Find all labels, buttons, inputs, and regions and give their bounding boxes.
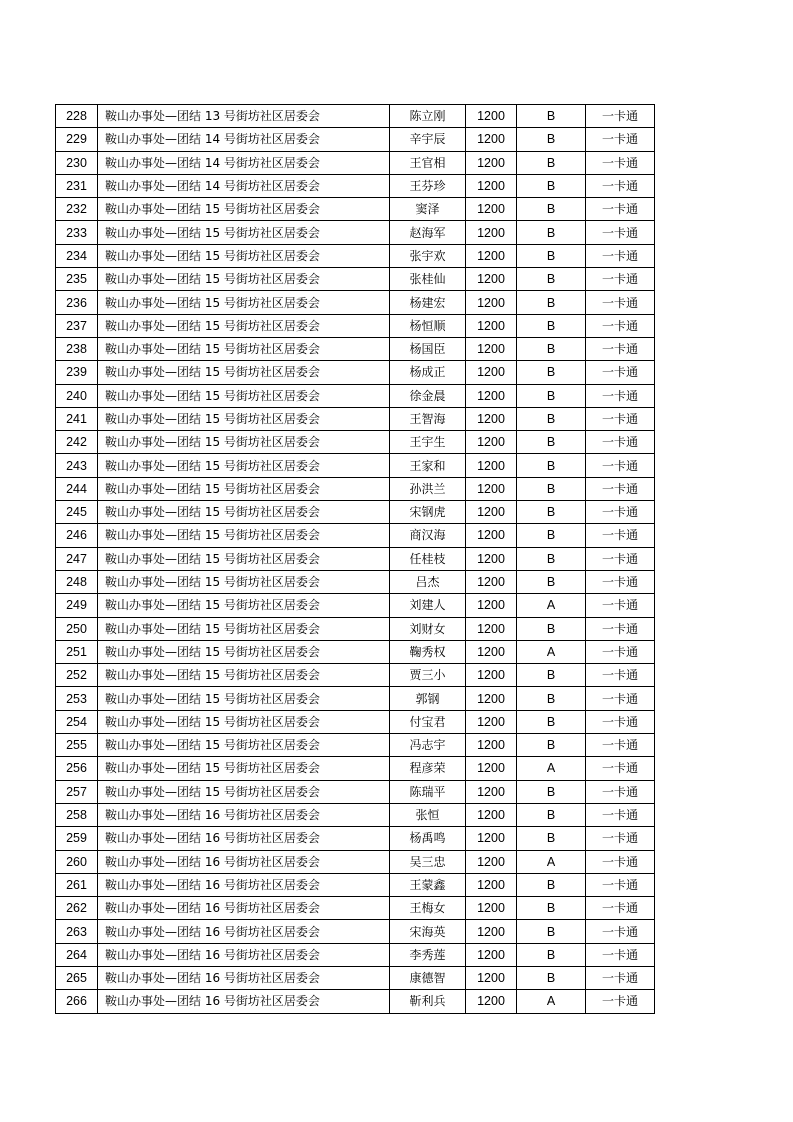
row-number-cell: 238	[56, 337, 98, 360]
row-number-cell: 257	[56, 780, 98, 803]
row-number-cell: 249	[56, 594, 98, 617]
level-cell: B	[517, 361, 586, 384]
unit-cell: 鞍山办事处—团结 15 号街坊社区居委会	[98, 547, 390, 570]
level-cell: B	[517, 407, 586, 430]
row-number-cell: 259	[56, 827, 98, 850]
row-number-cell: 230	[56, 151, 98, 174]
payment-method-cell: 一卡通	[586, 687, 655, 710]
unit-cell: 鞍山办事处—团结 15 号街坊社区居委会	[98, 198, 390, 221]
level-cell: A	[517, 990, 586, 1013]
name-cell: 吴三忠	[390, 850, 466, 873]
unit-cell: 鞍山办事处—团结 15 号街坊社区居委会	[98, 617, 390, 640]
name-cell: 王蒙鑫	[390, 873, 466, 896]
subsidy-table	[55, 104, 655, 1014]
amount-cell: 1200	[466, 897, 517, 920]
table-row	[56, 454, 655, 477]
unit-cell: 鞍山办事处—团结 15 号街坊社区居委会	[98, 757, 390, 780]
amount-cell: 1200	[466, 547, 517, 570]
amount-cell: 1200	[466, 524, 517, 547]
table-row	[56, 501, 655, 524]
unit-cell: 鞍山办事处—团结 15 号街坊社区居委会	[98, 734, 390, 757]
payment-method-cell: 一卡通	[586, 943, 655, 966]
name-cell: 张桂仙	[390, 268, 466, 291]
payment-method-cell: 一卡通	[586, 361, 655, 384]
amount-cell: 1200	[466, 501, 517, 524]
payment-method-cell: 一卡通	[586, 710, 655, 733]
table-row	[56, 128, 655, 151]
unit-cell: 鞍山办事处—团结 16 号街坊社区居委会	[98, 850, 390, 873]
unit-cell: 鞍山办事处—团结 14 号街坊社区居委会	[98, 174, 390, 197]
unit-cell: 鞍山办事处—团结 15 号街坊社区居委会	[98, 570, 390, 593]
table-row	[56, 873, 655, 896]
row-number-cell: 263	[56, 920, 98, 943]
level-cell: B	[517, 873, 586, 896]
row-number-cell: 244	[56, 477, 98, 500]
payment-method-cell: 一卡通	[586, 594, 655, 617]
name-cell: 郭钢	[390, 687, 466, 710]
level-cell: B	[517, 664, 586, 687]
row-number-cell: 258	[56, 803, 98, 826]
row-number-cell: 239	[56, 361, 98, 384]
level-cell: B	[517, 617, 586, 640]
name-cell: 杨禹鸣	[390, 827, 466, 850]
table-row	[56, 594, 655, 617]
level-cell: B	[517, 221, 586, 244]
name-cell: 杨国臣	[390, 337, 466, 360]
amount-cell: 1200	[466, 827, 517, 850]
table-row	[56, 198, 655, 221]
level-cell: B	[517, 803, 586, 826]
payment-method-cell: 一卡通	[586, 827, 655, 850]
payment-method-cell: 一卡通	[586, 174, 655, 197]
unit-cell: 鞍山办事处—团结 15 号街坊社区居委会	[98, 501, 390, 524]
unit-cell: 鞍山办事处—团结 15 号街坊社区居委会	[98, 314, 390, 337]
payment-method-cell: 一卡通	[586, 664, 655, 687]
level-cell: B	[517, 105, 586, 128]
amount-cell: 1200	[466, 664, 517, 687]
name-cell: 王智海	[390, 407, 466, 430]
amount-cell: 1200	[466, 384, 517, 407]
name-cell: 李秀莲	[390, 943, 466, 966]
row-number-cell: 256	[56, 757, 98, 780]
amount-cell: 1200	[466, 757, 517, 780]
unit-cell: 鞍山办事处—团结 16 号街坊社区居委会	[98, 920, 390, 943]
table-row	[56, 687, 655, 710]
table-row	[56, 524, 655, 547]
payment-method-cell: 一卡通	[586, 966, 655, 989]
table-row	[56, 710, 655, 733]
payment-method-cell: 一卡通	[586, 454, 655, 477]
level-cell: B	[517, 477, 586, 500]
payment-method-cell: 一卡通	[586, 314, 655, 337]
name-cell: 刘财女	[390, 617, 466, 640]
table-row	[56, 174, 655, 197]
unit-cell: 鞍山办事处—团结 15 号街坊社区居委会	[98, 524, 390, 547]
row-number-cell: 266	[56, 990, 98, 1013]
payment-method-cell: 一卡通	[586, 128, 655, 151]
payment-method-cell: 一卡通	[586, 803, 655, 826]
unit-cell: 鞍山办事处—团结 15 号街坊社区居委会	[98, 687, 390, 710]
unit-cell: 鞍山办事处—团结 16 号街坊社区居委会	[98, 827, 390, 850]
table-row	[56, 850, 655, 873]
row-number-cell: 232	[56, 198, 98, 221]
unit-cell: 鞍山办事处—团结 15 号街坊社区居委会	[98, 337, 390, 360]
name-cell: 康德智	[390, 966, 466, 989]
table-row	[56, 640, 655, 663]
name-cell: 杨成正	[390, 361, 466, 384]
level-cell: B	[517, 244, 586, 267]
name-cell: 徐金晨	[390, 384, 466, 407]
row-number-cell: 261	[56, 873, 98, 896]
name-cell: 王芬珍	[390, 174, 466, 197]
name-cell: 商汉海	[390, 524, 466, 547]
amount-cell: 1200	[466, 570, 517, 593]
level-cell: B	[517, 314, 586, 337]
unit-cell: 鞍山办事处—团结 13 号街坊社区居委会	[98, 105, 390, 128]
table-row	[56, 431, 655, 454]
row-number-cell: 264	[56, 943, 98, 966]
row-number-cell: 229	[56, 128, 98, 151]
level-cell: B	[517, 780, 586, 803]
row-number-cell: 251	[56, 640, 98, 663]
level-cell: A	[517, 640, 586, 663]
amount-cell: 1200	[466, 873, 517, 896]
level-cell: A	[517, 757, 586, 780]
table-row	[56, 221, 655, 244]
payment-method-cell: 一卡通	[586, 431, 655, 454]
unit-cell: 鞍山办事处—团结 15 号街坊社区居委会	[98, 780, 390, 803]
payment-method-cell: 一卡通	[586, 501, 655, 524]
amount-cell: 1200	[466, 734, 517, 757]
unit-cell: 鞍山办事处—团结 16 号街坊社区居委会	[98, 873, 390, 896]
payment-method-cell: 一卡通	[586, 920, 655, 943]
name-cell: 程彦荣	[390, 757, 466, 780]
unit-cell: 鞍山办事处—团结 15 号街坊社区居委会	[98, 361, 390, 384]
payment-method-cell: 一卡通	[586, 244, 655, 267]
name-cell: 陈瑞平	[390, 780, 466, 803]
unit-cell: 鞍山办事处—团结 16 号街坊社区居委会	[98, 803, 390, 826]
table-row	[56, 244, 655, 267]
amount-cell: 1200	[466, 291, 517, 314]
payment-method-cell: 一卡通	[586, 873, 655, 896]
table-row	[56, 291, 655, 314]
row-number-cell: 243	[56, 454, 98, 477]
level-cell: B	[517, 966, 586, 989]
row-number-cell: 262	[56, 897, 98, 920]
name-cell: 孙洪兰	[390, 477, 466, 500]
table-row	[56, 337, 655, 360]
payment-method-cell: 一卡通	[586, 524, 655, 547]
level-cell: B	[517, 524, 586, 547]
unit-cell: 鞍山办事处—团结 15 号街坊社区居委会	[98, 454, 390, 477]
amount-cell: 1200	[466, 477, 517, 500]
level-cell: B	[517, 268, 586, 291]
name-cell: 宋海英	[390, 920, 466, 943]
row-number-cell: 237	[56, 314, 98, 337]
unit-cell: 鞍山办事处—团结 15 号街坊社区居委会	[98, 664, 390, 687]
row-number-cell: 252	[56, 664, 98, 687]
payment-method-cell: 一卡通	[586, 780, 655, 803]
table-row	[56, 943, 655, 966]
level-cell: B	[517, 431, 586, 454]
amount-cell: 1200	[466, 943, 517, 966]
table-row	[56, 617, 655, 640]
table-row	[56, 920, 655, 943]
amount-cell: 1200	[466, 617, 517, 640]
level-cell: B	[517, 943, 586, 966]
name-cell: 赵海军	[390, 221, 466, 244]
row-number-cell: 231	[56, 174, 98, 197]
table-row	[56, 314, 655, 337]
row-number-cell: 233	[56, 221, 98, 244]
name-cell: 任桂枝	[390, 547, 466, 570]
name-cell: 陈立刚	[390, 105, 466, 128]
row-number-cell: 242	[56, 431, 98, 454]
name-cell: 宋钢虎	[390, 501, 466, 524]
level-cell: B	[517, 174, 586, 197]
row-number-cell: 265	[56, 966, 98, 989]
unit-cell: 鞍山办事处—团结 15 号街坊社区居委会	[98, 710, 390, 733]
name-cell: 冯志宇	[390, 734, 466, 757]
payment-method-cell: 一卡通	[586, 850, 655, 873]
amount-cell: 1200	[466, 268, 517, 291]
unit-cell: 鞍山办事处—团结 15 号街坊社区居委会	[98, 244, 390, 267]
amount-cell: 1200	[466, 710, 517, 733]
level-cell: B	[517, 734, 586, 757]
table-row	[56, 105, 655, 128]
payment-method-cell: 一卡通	[586, 547, 655, 570]
level-cell: A	[517, 850, 586, 873]
payment-method-cell: 一卡通	[586, 757, 655, 780]
level-cell: B	[517, 337, 586, 360]
amount-cell: 1200	[466, 198, 517, 221]
level-cell: B	[517, 128, 586, 151]
name-cell: 王官相	[390, 151, 466, 174]
amount-cell: 1200	[466, 780, 517, 803]
unit-cell: 鞍山办事处—团结 15 号街坊社区居委会	[98, 407, 390, 430]
level-cell: B	[517, 570, 586, 593]
amount-cell: 1200	[466, 314, 517, 337]
unit-cell: 鞍山办事处—团结 16 号街坊社区居委会	[98, 990, 390, 1013]
row-number-cell: 253	[56, 687, 98, 710]
name-cell: 贾三小	[390, 664, 466, 687]
payment-method-cell: 一卡通	[586, 640, 655, 663]
payment-method-cell: 一卡通	[586, 151, 655, 174]
table-body	[56, 105, 655, 1014]
amount-cell: 1200	[466, 221, 517, 244]
payment-method-cell: 一卡通	[586, 407, 655, 430]
amount-cell: 1200	[466, 990, 517, 1013]
amount-cell: 1200	[466, 151, 517, 174]
amount-cell: 1200	[466, 407, 517, 430]
table-row	[56, 664, 655, 687]
table-row	[56, 477, 655, 500]
name-cell: 鞠秀权	[390, 640, 466, 663]
table-row	[56, 757, 655, 780]
payment-method-cell: 一卡通	[586, 221, 655, 244]
unit-cell: 鞍山办事处—团结 14 号街坊社区居委会	[98, 151, 390, 174]
name-cell: 王家和	[390, 454, 466, 477]
payment-method-cell: 一卡通	[586, 337, 655, 360]
table-row	[56, 827, 655, 850]
level-cell: B	[517, 384, 586, 407]
name-cell: 靳利兵	[390, 990, 466, 1013]
table-row	[56, 268, 655, 291]
level-cell: B	[517, 920, 586, 943]
table-row	[56, 966, 655, 989]
table-row	[56, 384, 655, 407]
level-cell: B	[517, 291, 586, 314]
row-number-cell: 260	[56, 850, 98, 873]
unit-cell: 鞍山办事处—团结 15 号街坊社区居委会	[98, 431, 390, 454]
amount-cell: 1200	[466, 454, 517, 477]
level-cell: B	[517, 547, 586, 570]
payment-method-cell: 一卡通	[586, 734, 655, 757]
payment-method-cell: 一卡通	[586, 990, 655, 1013]
unit-cell: 鞍山办事处—团结 15 号街坊社区居委会	[98, 640, 390, 663]
table-row	[56, 407, 655, 430]
row-number-cell: 235	[56, 268, 98, 291]
unit-cell: 鞍山办事处—团结 15 号街坊社区居委会	[98, 384, 390, 407]
unit-cell: 鞍山办事处—团结 15 号街坊社区居委会	[98, 594, 390, 617]
row-number-cell: 248	[56, 570, 98, 593]
amount-cell: 1200	[466, 966, 517, 989]
payment-method-cell: 一卡通	[586, 291, 655, 314]
unit-cell: 鞍山办事处—团结 15 号街坊社区居委会	[98, 477, 390, 500]
row-number-cell: 254	[56, 710, 98, 733]
table-row	[56, 570, 655, 593]
name-cell: 王宇生	[390, 431, 466, 454]
unit-cell: 鞍山办事处—团结 15 号街坊社区居委会	[98, 221, 390, 244]
unit-cell: 鞍山办事处—团结 16 号街坊社区居委会	[98, 966, 390, 989]
table-row	[56, 897, 655, 920]
level-cell: B	[517, 501, 586, 524]
name-cell: 王梅女	[390, 897, 466, 920]
name-cell: 张宇欢	[390, 244, 466, 267]
level-cell: A	[517, 594, 586, 617]
name-cell: 杨恒顺	[390, 314, 466, 337]
amount-cell: 1200	[466, 594, 517, 617]
payment-method-cell: 一卡通	[586, 268, 655, 291]
name-cell: 杨建宏	[390, 291, 466, 314]
payment-method-cell: 一卡通	[586, 105, 655, 128]
payment-method-cell: 一卡通	[586, 477, 655, 500]
unit-cell: 鞍山办事处—团结 14 号街坊社区居委会	[98, 128, 390, 151]
level-cell: B	[517, 710, 586, 733]
level-cell: B	[517, 151, 586, 174]
table-row	[56, 547, 655, 570]
row-number-cell: 240	[56, 384, 98, 407]
amount-cell: 1200	[466, 431, 517, 454]
row-number-cell: 245	[56, 501, 98, 524]
row-number-cell: 246	[56, 524, 98, 547]
unit-cell: 鞍山办事处—团结 16 号街坊社区居委会	[98, 897, 390, 920]
table-row	[56, 734, 655, 757]
table-row	[56, 361, 655, 384]
row-number-cell: 255	[56, 734, 98, 757]
row-number-cell: 234	[56, 244, 98, 267]
payment-method-cell: 一卡通	[586, 570, 655, 593]
amount-cell: 1200	[466, 640, 517, 663]
table-row	[56, 780, 655, 803]
unit-cell: 鞍山办事处—团结 15 号街坊社区居委会	[98, 291, 390, 314]
amount-cell: 1200	[466, 128, 517, 151]
amount-cell: 1200	[466, 174, 517, 197]
name-cell: 辛宇辰	[390, 128, 466, 151]
name-cell: 刘建人	[390, 594, 466, 617]
payment-method-cell: 一卡通	[586, 384, 655, 407]
level-cell: B	[517, 827, 586, 850]
payment-method-cell: 一卡通	[586, 897, 655, 920]
row-number-cell: 236	[56, 291, 98, 314]
table-row	[56, 990, 655, 1013]
amount-cell: 1200	[466, 803, 517, 826]
name-cell: 吕杰	[390, 570, 466, 593]
level-cell: B	[517, 198, 586, 221]
unit-cell: 鞍山办事处—团结 15 号街坊社区居委会	[98, 268, 390, 291]
name-cell: 窦泽	[390, 198, 466, 221]
amount-cell: 1200	[466, 105, 517, 128]
amount-cell: 1200	[466, 850, 517, 873]
payment-method-cell: 一卡通	[586, 198, 655, 221]
amount-cell: 1200	[466, 244, 517, 267]
table-row	[56, 803, 655, 826]
amount-cell: 1200	[466, 920, 517, 943]
table-row	[56, 151, 655, 174]
amount-cell: 1200	[466, 687, 517, 710]
row-number-cell: 228	[56, 105, 98, 128]
name-cell: 张恒	[390, 803, 466, 826]
amount-cell: 1200	[466, 337, 517, 360]
payment-method-cell: 一卡通	[586, 617, 655, 640]
unit-cell: 鞍山办事处—团结 16 号街坊社区居委会	[98, 943, 390, 966]
row-number-cell: 241	[56, 407, 98, 430]
amount-cell: 1200	[466, 361, 517, 384]
level-cell: B	[517, 897, 586, 920]
level-cell: B	[517, 454, 586, 477]
row-number-cell: 250	[56, 617, 98, 640]
level-cell: B	[517, 687, 586, 710]
name-cell: 付宝君	[390, 710, 466, 733]
row-number-cell: 247	[56, 547, 98, 570]
